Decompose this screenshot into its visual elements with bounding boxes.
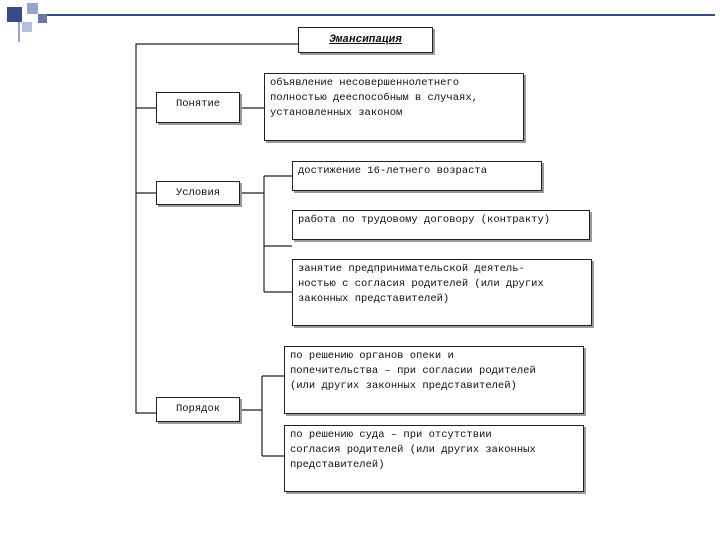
section-label-poryadok: Порядок	[156, 397, 240, 422]
condition-box-employment: работа по трудовому договору (контракту)	[292, 210, 590, 240]
definition-box: объявление несовершеннолетнего полностью дееспособным в случаях, установленных законом	[264, 73, 524, 141]
procedure-box-court: по решению суда – при отсутствии согласия родителей (или других законных представителей)	[284, 425, 584, 492]
diagram-title: Эмансипация	[298, 27, 433, 53]
section-label-ponyatie: Понятие	[156, 92, 240, 123]
condition-box-age: достижение 16-летнего возраста	[292, 161, 542, 191]
section-label-usloviya: Условия	[156, 181, 240, 205]
condition-box-business: занятие предпринимательской деятель- ностью с согласия родителей (или других законных представителей)	[292, 259, 592, 326]
procedure-box-guardianship: по решению органов опеки и попечительства – при согласии родителей (или других законных представителей)	[284, 346, 584, 414]
